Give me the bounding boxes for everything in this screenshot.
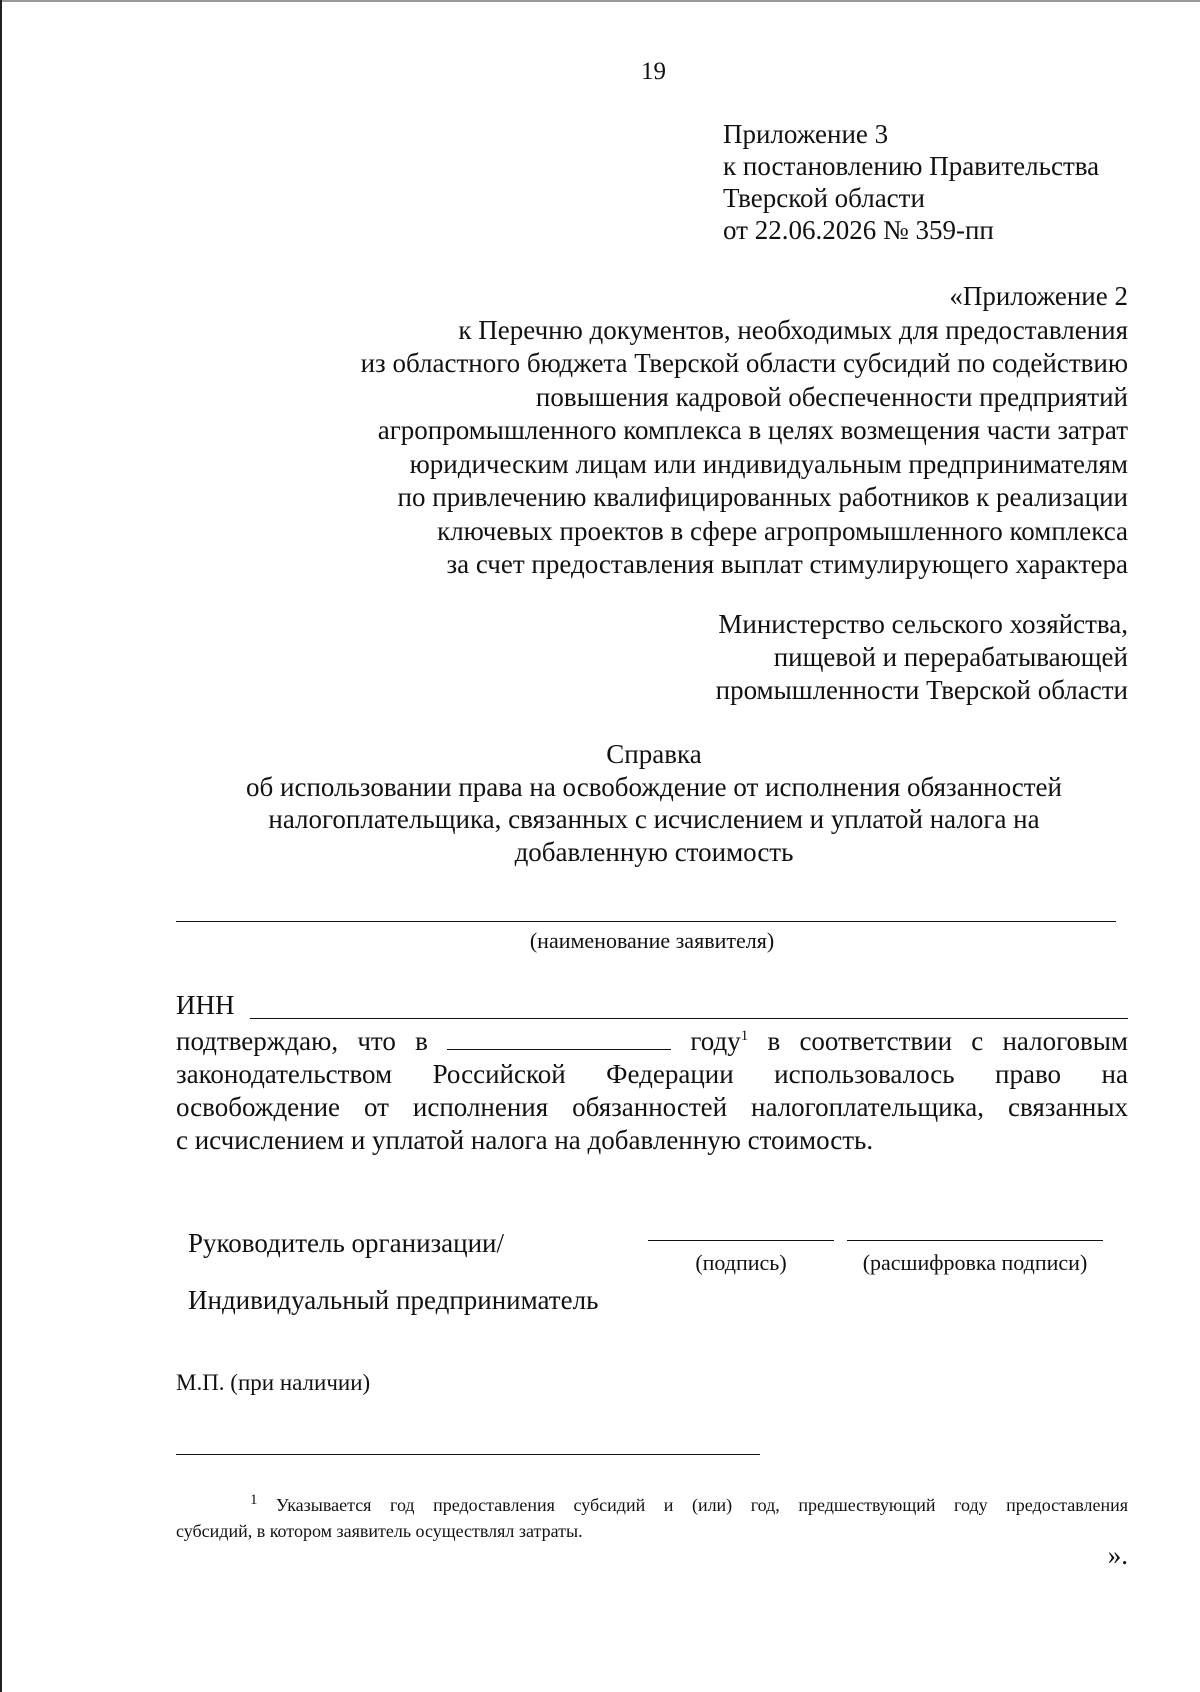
title-line: добавленную стоимость <box>514 836 794 867</box>
role-line: Индивидуальный предприниматель <box>188 1285 599 1315</box>
appendix3-block <box>723 118 1099 246</box>
appendix3-line: Тверской области <box>723 183 925 213</box>
appendix2-line: за счет предоставления выплат стимулирующего характера <box>446 549 1128 579</box>
applicant-name-caption: (наименование заявителя) <box>529 928 775 953</box>
confirmation-line-2: законодательством Российской Федерации использовалось право на <box>176 1059 1128 1089</box>
footnote-line-1 <box>176 1487 1128 1518</box>
footnote-marker: 1 <box>250 1492 258 1508</box>
page-number: 19 <box>641 58 666 85</box>
signature-line[interactable] <box>648 1240 834 1241</box>
appendix3-line: к постановлению Правительства <box>723 151 1100 181</box>
appendix3-line: Приложение 3 <box>723 119 889 149</box>
footnote-separator <box>176 1454 760 1455</box>
signature-decode-caption: (расшифровка подписи) <box>862 1250 1088 1275</box>
appendix3-date-line: от 22.06.2026 № 359-пп <box>723 215 994 245</box>
ministry-line: пищевой и перерабатывающей <box>773 642 1128 672</box>
confirmation-line-4: с исчислением и уплатой налога на добавленную стоимость. <box>176 1125 874 1155</box>
confirmation-text: подтверждаю, что в <box>176 1026 428 1056</box>
footnote-ref: 1 <box>740 1028 749 1044</box>
signature-caption: (подпись) <box>695 1250 787 1275</box>
signatory-role <box>188 1215 598 1329</box>
appendix2-line: из областного бюджета Тверской области субсидий по содействию <box>360 348 1128 378</box>
footnote-line-2: субсидий, в котором заявитель осуществлял затраты. <box>176 1521 583 1541</box>
document-title <box>178 738 1130 868</box>
appendix2-line: ключевых проектов в сфере агропромышленного комплекса <box>437 515 1128 546</box>
appendix2-line: повышения кадровой обеспеченности предприятий <box>535 381 1128 412</box>
footnote <box>176 1487 1128 1544</box>
ministry-line: промышленности Тверской области <box>715 675 1128 705</box>
stamp-place: М.П. (при наличии) <box>176 1370 371 1395</box>
ministry-addressee <box>528 608 1128 707</box>
confirmation-paragraph <box>176 1020 1128 1157</box>
ministry-line: Министерство сельского хозяйства, <box>718 609 1128 639</box>
confirmation-line-1 <box>176 1020 1128 1058</box>
title-line: об использовании права на освобождение от исполнения обязанностей <box>246 771 1062 802</box>
applicant-name-line[interactable] <box>176 921 1116 922</box>
inn-label: ИНН <box>176 990 235 1020</box>
appendix2-block <box>268 280 1128 582</box>
inn-field-line[interactable] <box>250 1018 1128 1019</box>
year-blank-field[interactable] <box>447 1027 671 1050</box>
title-line: налогоплательщика, связанных с исчислением и уплатой налога на <box>268 804 1040 834</box>
signature-decode-line[interactable] <box>847 1240 1103 1241</box>
confirmation-text: году <box>690 1026 741 1056</box>
appendix2-line: юридическим лицам или индивидуальным предпринимателям <box>409 448 1128 479</box>
appendix2-line: «Приложение 2 <box>949 281 1128 311</box>
page-top-edge <box>0 0 1200 2</box>
appendix2-line: агропромышленного комплекса в целях возмещения части затрат <box>377 415 1128 445</box>
confirmation-line-3: освобождение от исполнения обязанностей налогоплательщика, связанных <box>176 1092 1128 1122</box>
confirmation-text: в соответствии с налоговым <box>748 1026 1129 1056</box>
closing-quote: ». <box>1107 1540 1128 1570</box>
page-left-edge <box>0 0 2 1692</box>
role-line: Руководитель организации/ <box>188 1228 505 1258</box>
appendix2-line: к Перечню документов, необходимых для предоставления <box>458 314 1128 345</box>
appendix2-line: по привлечению квалифицированных работников к реализации <box>397 482 1128 512</box>
document-heading: Справка <box>606 739 702 769</box>
footnote-text: Указывается год предоставления субсидий и (или) год, предшествующий году предоставления <box>257 1495 1128 1515</box>
